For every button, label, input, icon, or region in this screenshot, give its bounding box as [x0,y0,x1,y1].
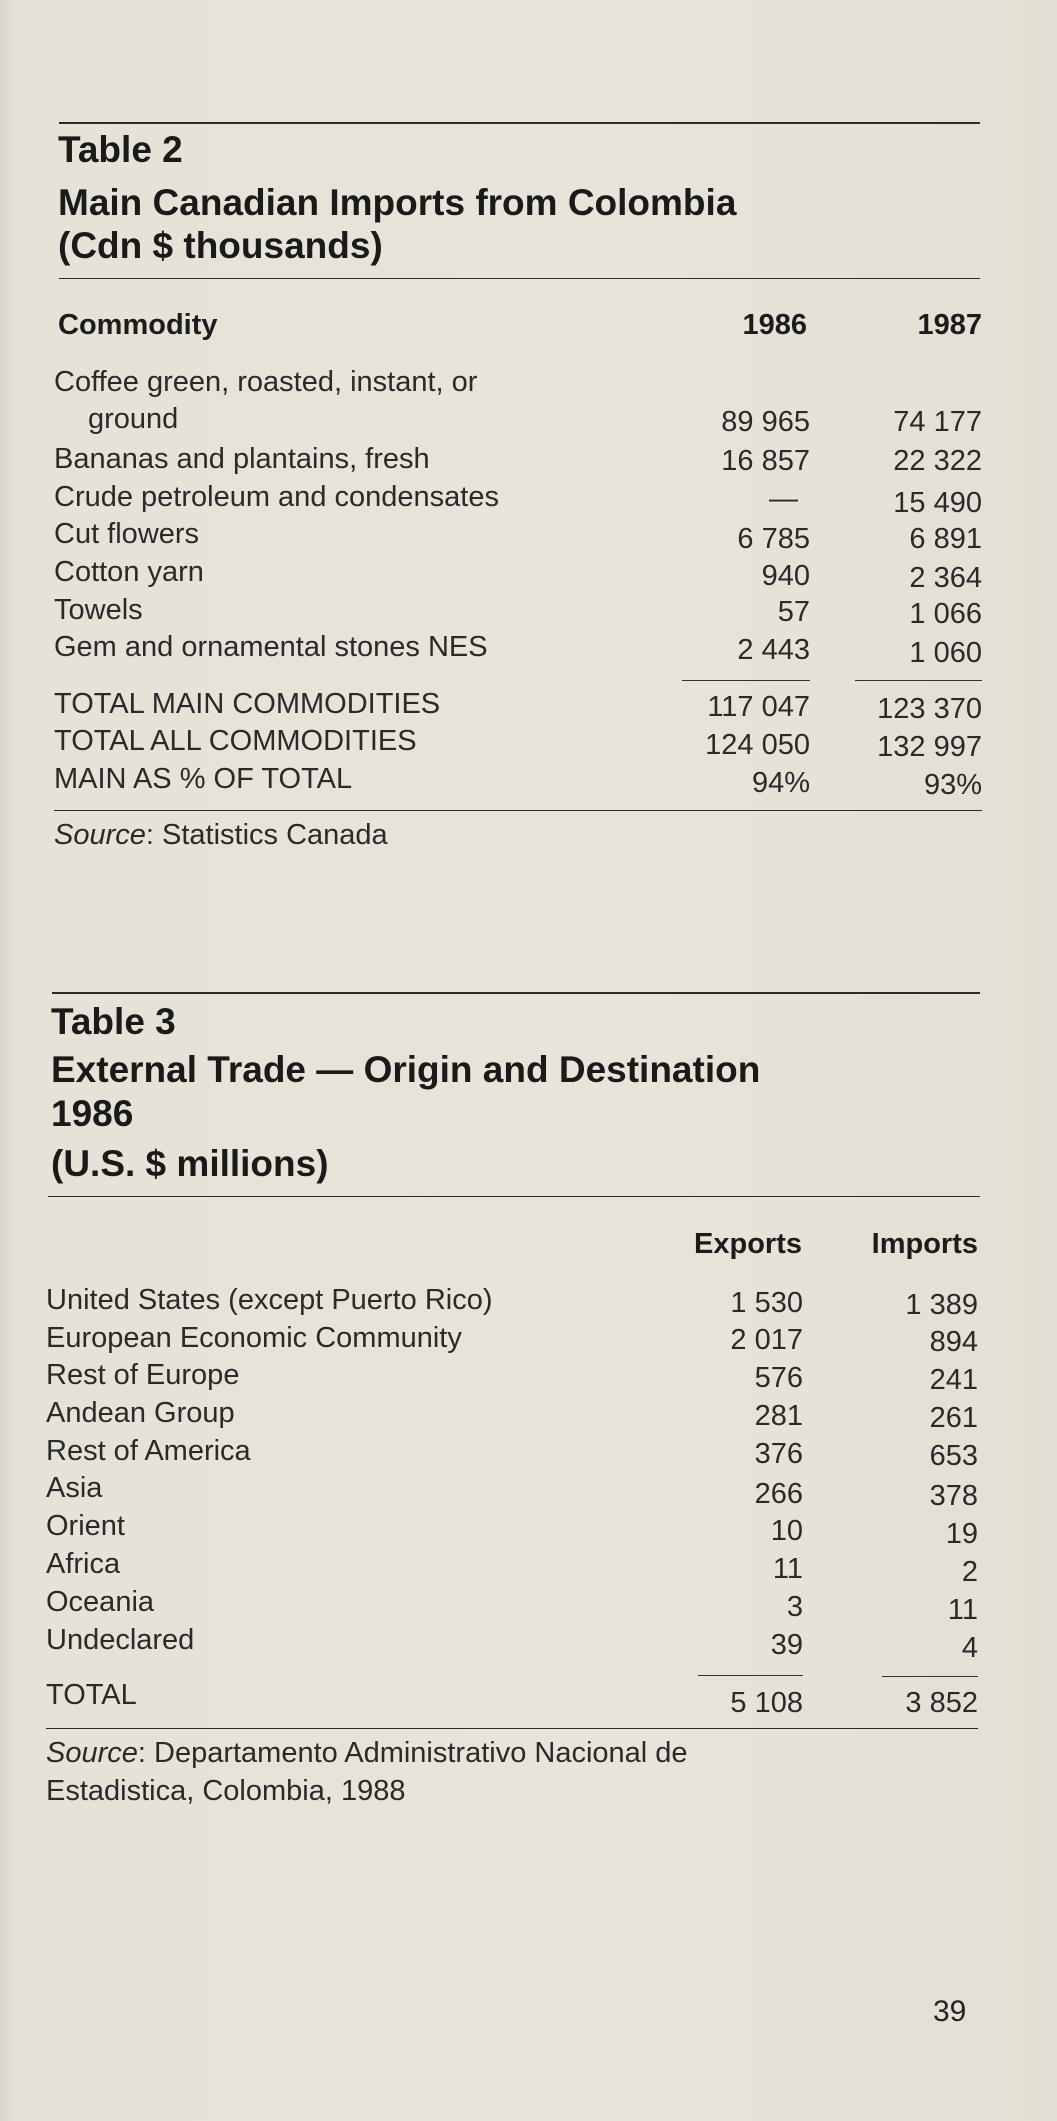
table2-row-gems-1987: 1 060 [909,637,982,669]
table3-top-rule [52,992,980,994]
table3-row-eec: European Economic Community [46,1322,462,1354]
table3-title: External Trade — Origin and Destination [51,1049,761,1090]
table2-row-coffee-1986: 89 965 [721,406,810,438]
table2-bottom-rule [54,810,982,811]
table3-units: (U.S. $ millions) [51,1143,329,1184]
table2-row-cotton-yarn: Cotton yarn [54,556,204,588]
table2-sum-line-1987 [855,680,982,681]
table3-label: Table 3 [51,1001,176,1042]
table2-total-all: TOTAL ALL COMMODITIES [54,725,417,757]
table3-row-africa-imports: 2 [961,1556,978,1588]
table2-row-coffee-line1: Coffee green, roasted, instant, or [54,366,478,398]
table2-row-coffee-1987: 74 177 [893,406,982,438]
table3-row-asia-imports: 378 [929,1480,978,1512]
table2-label: Table 2 [58,129,183,170]
table2-units: (Cdn $ thousands) [58,225,383,266]
table3-row-rest-of-europe: Rest of Europe [46,1359,240,1391]
table3-header-imports: Imports [871,1228,978,1260]
table3-row-undeclared-imports: 4 [961,1632,978,1664]
table3-row-eec-imports: 894 [929,1326,978,1358]
table2-row-petroleum: Crude petroleum and condensates [54,481,499,513]
table2-row-gems-1986: 2 443 [737,634,810,666]
table3-row-rest-of-europe-imports: 241 [929,1364,978,1396]
table3-row-rest-of-america: Rest of America [46,1435,251,1467]
table3-row-andean-group: Andean Group [46,1397,235,1429]
table2-row-bananas-1987: 22 322 [893,445,982,477]
table2-main-pct-1986: 94% [751,767,810,799]
table3-row-united-states-exports: 1 530 [730,1287,803,1319]
table3-row-orient: Orient [46,1510,125,1542]
table2-header-1987: 1987 [917,309,982,341]
table3-year: 1986 [51,1093,134,1134]
table3-row-orient-exports: 10 [770,1515,803,1547]
table2-total-all-1986: 124 050 [705,729,810,761]
table3-row-asia: Asia [46,1472,103,1504]
table3-bottom-rule [46,1728,978,1729]
table2-row-towels-1987: 1 066 [909,598,982,630]
table2-row-towels-1986: 57 [777,596,810,628]
table3-header-rule [48,1196,980,1197]
table2-total-main: TOTAL MAIN COMMODITIES [54,688,441,720]
table2-header-commodity: Commodity [58,309,218,341]
table3-row-rest-of-europe-exports: 576 [754,1362,803,1394]
table3-total-imports: 3 852 [905,1687,978,1719]
table2-row-cotton-yarn-1987: 2 364 [909,562,982,594]
table3-row-africa-exports: 11 [772,1553,803,1585]
table3-row-oceania: Oceania [46,1586,155,1618]
table3-row-africa: Africa [46,1548,121,1580]
table2-row-flowers-1987: 6 891 [909,523,982,555]
table2-header-1986: 1986 [742,309,807,341]
page-number: 39 [933,1995,967,2028]
table3-sum-line-exports [698,1675,803,1676]
table3-header-exports: Exports [694,1228,802,1260]
table3-row-rest-of-america-imports: 653 [929,1440,978,1472]
table2-source: Source: Statistics Canada [54,819,388,851]
table3-row-undeclared: Undeclared [46,1624,195,1656]
table3-total-exports: 5 108 [730,1687,803,1719]
table3-row-andean-group-exports: 281 [754,1400,803,1432]
table3-source-line2: Estadistica, Colombia, 1988 [46,1775,406,1807]
table2-top-rule [59,122,980,124]
table2-row-petroleum-1987: 15 490 [893,487,982,519]
table3-row-eec-exports: 2 017 [730,1324,803,1356]
table2-row-flowers: Cut flowers [54,518,200,550]
table3-row-oceania-imports: 11 [947,1594,978,1626]
table2-total-main-1986: 117 047 [707,691,810,723]
table3-row-asia-exports: 266 [754,1478,803,1510]
table2-main-pct-1987: 93% [923,769,982,801]
table2-row-bananas-1986: 16 857 [721,445,810,477]
table2-row-petroleum-1986: — [769,483,798,515]
table3-row-rest-of-america-exports: 376 [754,1438,803,1470]
table3-row-oceania-exports: 3 [786,1591,803,1623]
table3-row-united-states: United States (except Puerto Rico) [46,1284,493,1316]
table3-row-orient-imports: 19 [945,1518,978,1550]
table3-total: TOTAL [46,1679,137,1711]
table2-main-pct: MAIN AS % OF TOTAL [54,763,353,795]
table2-row-coffee-line2: ground [88,403,179,435]
table2-total-main-1987: 123 370 [877,693,982,725]
table2-row-gems: Gem and ornamental stones NES [54,631,488,663]
table3-row-andean-group-imports: 261 [929,1402,978,1434]
table2-sum-line-1986 [682,680,810,681]
table2-header-rule [59,278,980,279]
table3-row-undeclared-exports: 39 [770,1629,803,1661]
table2-total-all-1987: 132 997 [877,731,982,763]
table2-row-flowers-1986: 6 785 [737,523,810,555]
table2-title: Main Canadian Imports from Colombia [58,182,737,223]
table3-sum-line-imports [882,1676,978,1677]
table3-source-line1: Source: Departamento Administrativo Nacional de [46,1737,688,1769]
table2-row-towels: Towels [54,594,143,626]
table3-row-united-states-imports: 1 389 [905,1289,978,1321]
table2-row-cotton-yarn-1986: 940 [761,560,810,592]
table2-row-bananas: Bananas and plantains, fresh [54,443,430,475]
